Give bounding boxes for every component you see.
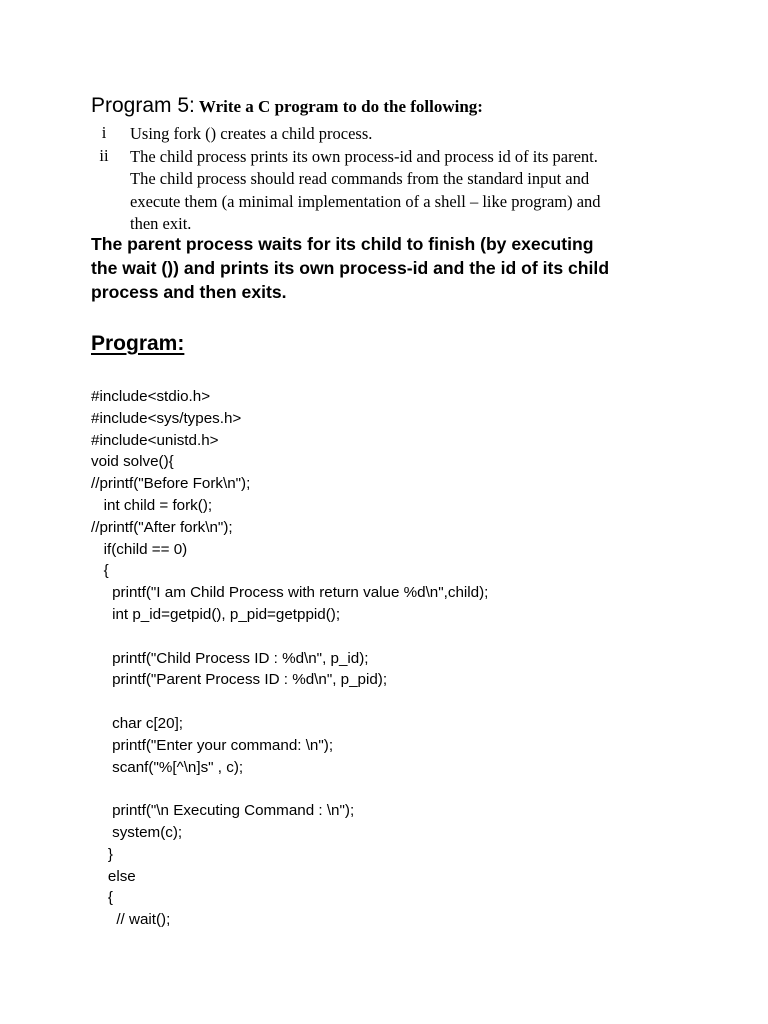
code-line: scanf("%[^\n]s" , c); [91, 758, 244, 776]
code-line [0, 626, 768, 648]
code-line: { [91, 889, 113, 907]
list-item-continuation [0, 191, 768, 214]
code-line: system(c); [91, 823, 183, 841]
code-line: } [91, 845, 113, 863]
requirements-list [0, 123, 768, 236]
code-line: //printf("After fork\n"); [91, 518, 233, 536]
list-item [0, 146, 768, 169]
code-line [0, 778, 768, 800]
code-line: printf("Parent Process ID : %d\n", p_pid); [91, 671, 388, 689]
code-line: char c[20]; [91, 714, 184, 732]
code-line: printf("Enter your command: \n"); [91, 736, 334, 754]
list-item-number: ii [99, 145, 109, 165]
parent-process-paragraph [91, 232, 681, 304]
code-line: #include<sys/types.h> [91, 409, 242, 427]
code-line: //printf("Before Fork\n"); [91, 475, 251, 493]
code-line: printf("Child Process ID : %d\n", p_id); [91, 649, 369, 667]
code-line: int p_id=getpid(), p_pid=getppid(); [91, 605, 341, 623]
paragraph-line: the wait ()) and prints its own process-id and the id of its child [91, 258, 610, 278]
code-line: printf("\n Executing Command : \n"); [91, 802, 355, 820]
list-item-number: i [101, 123, 107, 142]
code-line: else [91, 867, 136, 885]
code-line: // wait(); [91, 911, 171, 929]
list-item-text: then exit. [130, 214, 192, 234]
list-item-text: Using fork () creates a child process. [130, 124, 373, 143]
list-item-continuation [0, 168, 768, 191]
paragraph-line: The parent process waits for its child to finish (by executing [91, 234, 594, 254]
program-heading: Program: [91, 332, 185, 355]
code-line: { [91, 562, 109, 580]
code-line: printf("I am Child Process with return value %d\n",child); [91, 584, 489, 602]
list-item-text: execute them (a minimal implementation of a shell – like program) and [130, 191, 601, 211]
code-line: #include<stdio.h> [91, 388, 211, 405]
program-number-label: Program 5: [91, 94, 195, 117]
program-title [91, 94, 483, 118]
code-line: if(child == 0) [91, 540, 188, 558]
list-item [0, 123, 768, 146]
paragraph-line: process and then exits. [91, 282, 287, 302]
code-line: #include<unistd.h> [91, 431, 219, 449]
program-description: Write a C program to do the following: [198, 97, 483, 116]
list-item-text: The child process should read commands from the standard input and [130, 169, 590, 189]
code-line: void solve(){ [91, 453, 174, 471]
code-block [0, 386, 768, 931]
code-line: int child = fork(); [91, 496, 213, 514]
list-item-text: The child process prints its own process-id and process id of its parent. [130, 146, 598, 166]
code-line [0, 691, 768, 713]
